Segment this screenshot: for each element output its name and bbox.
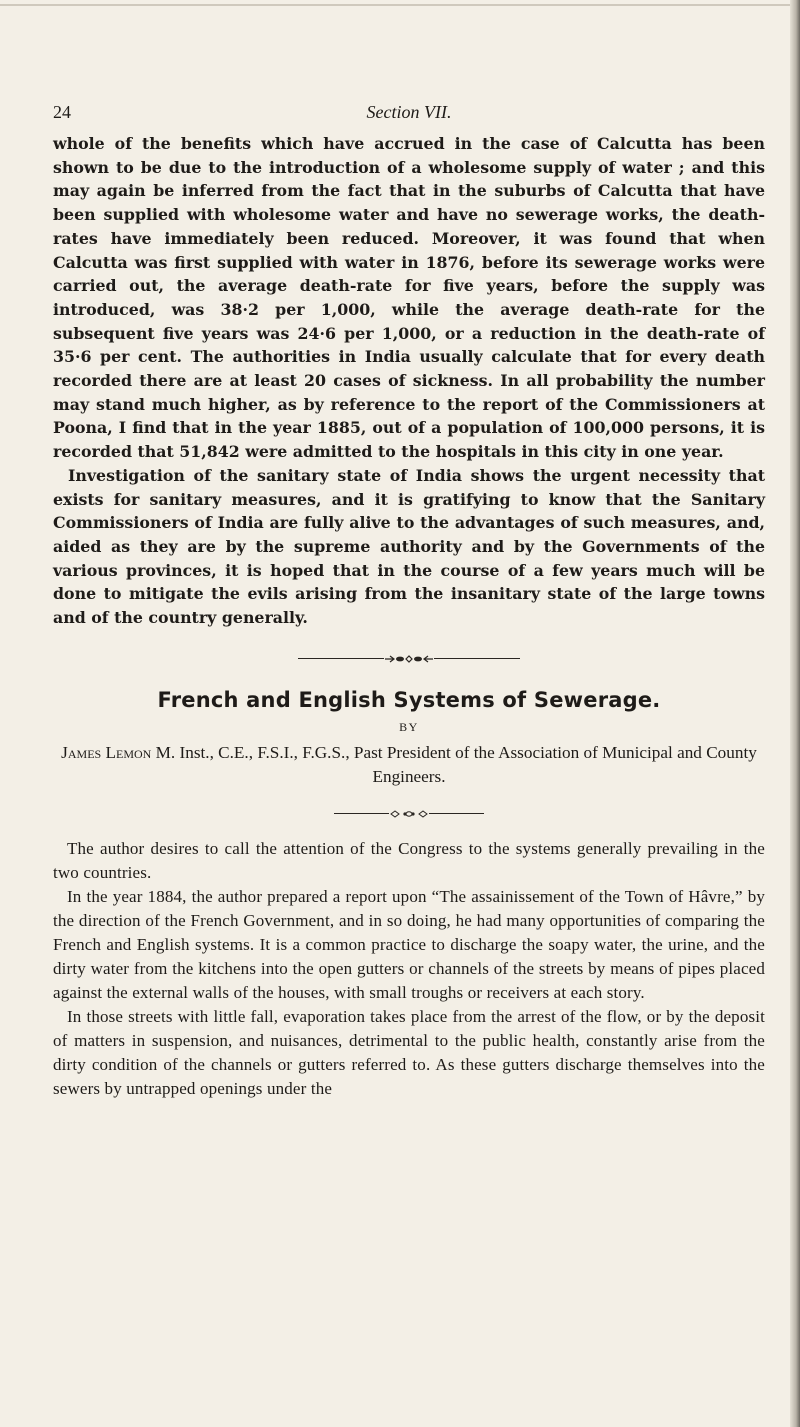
author-credentials: M. Inst., C.E., F.S.I., F.G.S., Past President of the Association of Municipal and County Engineers.	[151, 742, 757, 786]
small-ornament-icon	[389, 809, 429, 819]
author-credit	[53, 741, 765, 789]
byline-label: BY	[399, 719, 419, 734]
continuation-paragraph: whole of the benefits which have accrued in the case of Calcutta has been shown to be due to the introduction of a wholesome supply of water ; and this may again be inferred from the fact that in the suburbs of Calcutta that have been supplied with wholesome water and have no sewerage works, the death-rates have immediately been reduced. Moreover, it was found that when Calcutta was first supplied with water in 1876, before its sewerage works were carried out, the average death-rate for five years, before the supply was introduced, was 38·2 per 1,000, while the average death-rate for the subsequent five years was 24·6 per 1,000, or a reduction in the death-rate of 35·6 per cent. The authorities in India usually calculate that for every death recorded there are at least 20 cases of sickness. In all probability the number may stand much higher, as by reference to the report of the Commissioners at Poona, I find that in the year 1885, out of a population of 100,000 persons, it is recorded that 51,842 were admitted to the hospitals in this city in one year.	[53, 134, 765, 462]
body-paragraph-2: In the year 1884, the author prepared a report upon “The assainissement of the Town of Hâvre,” by the direction of the French Government, and in so doing, he had many opportunities of comparing the French and English systems. It is a common practice to discharge the soapy water, the urine, and the dirty water from the kitchens into the open gutters or channels of the streets by means of pipes placed against the external walls of the houses, with small troughs or receivers at each story.	[53, 886, 765, 1002]
page-binding-edge	[790, 0, 800, 1427]
page-number: 24	[53, 102, 71, 122]
book-page	[53, 102, 765, 1101]
running-header	[53, 102, 765, 132]
author-name: James Lemon	[61, 742, 152, 762]
section-heading: Section VII.	[366, 102, 452, 122]
ornamental-divider-top	[297, 654, 522, 664]
article-title: French and English Systems of Sewerage.	[157, 687, 661, 712]
divider-ornament-icon	[384, 654, 434, 664]
investigation-paragraph: Investigation of the sanitary state of India shows the urgent necessity that exists for sanitary measures, and it is gratifying to know that the Sanitary Commissioners of India are fully alive to the advantages of such measures, and, aided as they are by the supreme authority and by the Governments of the various provinces, it is hoped that in the course of a few years much will be done to mitigate the evils arising from the insanitary state of the large towns and of the country generally.	[53, 465, 765, 628]
page-top-edge	[0, 4, 800, 6]
body-paragraph-1: The author desires to call the attention of the Congress to the systems generally prevailing in the two countries.	[53, 838, 765, 882]
body-paragraph-3: In those streets with little fall, evaporation takes place from the arrest of the flow, or by the deposit of matters in suspension, and nuisances, detrimental to the public health, constantly arise from the dirty condition of the channels or gutters referred to. As these gutters discharge themselves into the sewers by untrapped openings under the	[53, 1006, 765, 1098]
ornamental-divider-small	[334, 809, 484, 819]
